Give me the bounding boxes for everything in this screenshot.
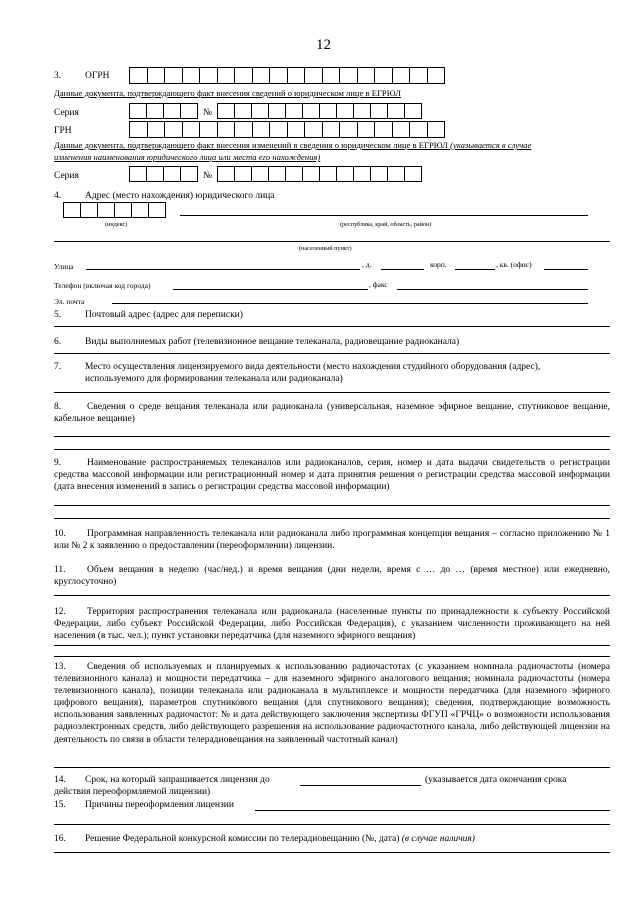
s12-paragraph [54, 606, 610, 642]
s11-text: Объем вещания в неделю (час/нед.) и время вещания (дни недели, время с … до … (время местное) или ежедневно, круглосуточно) [54, 565, 610, 588]
fax-label: , факс [369, 280, 388, 289]
s5-number: 5. [54, 310, 62, 320]
ogrn-label: ОГРН [85, 71, 110, 81]
s15-number: 15. [54, 800, 66, 810]
s5-line[interactable] [54, 326, 610, 327]
house-label: , д. [362, 260, 372, 269]
s5-text: Почтовый адрес (адрес для переписки) [85, 310, 243, 320]
s4-title: Адрес (место нахождения) юридического лица [85, 191, 275, 201]
s12-line-1[interactable] [54, 645, 610, 646]
s10-paragraph [54, 528, 610, 552]
s8-number: 8. [54, 402, 62, 412]
change-doc-label-cont: изменения наименования юридического лица или места его нахождения) [54, 152, 321, 162]
settlement-line[interactable] [54, 241, 610, 242]
s15-line-1[interactable] [255, 810, 610, 811]
s6-text: Виды выполняемых работ (телевизионное вещание телеканала, радиовещание радиоканала) [85, 337, 460, 347]
series-cells[interactable] [129, 103, 197, 119]
s9-number: 9. [54, 458, 62, 468]
house-line[interactable] [381, 269, 424, 270]
s8-line-2[interactable] [54, 449, 610, 450]
s8-paragraph [54, 401, 610, 425]
apt-line[interactable] [544, 269, 588, 270]
s3-number: 3. [54, 71, 62, 81]
series-label: Серия [54, 108, 79, 118]
s16-label [85, 833, 475, 845]
series2-cells[interactable] [129, 166, 197, 182]
s11-number: 11. [54, 565, 66, 575]
street-label: Улица [54, 262, 74, 271]
s8-text: Сведения о среде вещания телеканала или радиоканала (универсальная, наземное эфирное вещание, спутниковое вещание, кабельное вещание) [54, 402, 610, 425]
email-line[interactable] [112, 303, 588, 304]
s13-paragraph [54, 661, 610, 746]
s13-text: Сведения об используемых и планируемых к использованию радиочастотах (с указанием номинала радиочастоты (номера телевизионного канала) и мощности передатчика – для наземного эфирного аналогового вещания; номинала радиочастоты (номера телевизионного канала), позиции телеканала или радиоканала в мультиплексе и мощности передатчика (для наземного эфирного цифрового вещания), параметров спутникового вещания (для спутникового вещания); сведения, подтверждающие возможность использования заявленных радиочастот: № и дата действующего заключения экспертизы ФГУП «ГРЧЦ» о возможности использования радиоэлектронных средств, либо действующего разрешения на использование радиочастотного канала, либо действующей лицензии на деятельность по связи в области телерадиовещания на заявленный частотный канал) [54, 662, 610, 745]
s14-number: 14. [54, 775, 66, 785]
number-cells[interactable] [217, 103, 421, 119]
building-label: корп. [430, 260, 447, 269]
series2-label: Серия [54, 171, 79, 181]
s12-number: 12. [54, 607, 66, 617]
settlement-caption: (населенный пункт) [299, 245, 352, 252]
s14-text-a: Срок, на который запрашивается лицензия до [85, 775, 270, 785]
phone-line[interactable] [173, 289, 368, 290]
ogrn-cells[interactable] [129, 67, 444, 84]
s7-line2: используемого для формирования телеканала или радиоканала) [85, 374, 343, 384]
s14-text-b: (указывается дата окончания срока [425, 775, 567, 785]
s12-text: Территория распространения телеканала или радиоканала (населенные пункты по принадлежности к субъекту Российской Федерации, либо субъект Российской Федерации, либо Российская Федерация), с указанием численности проживающего на ней населения (в тыс. чел.); пункт установки передатчика (для наземного эфирного вещания) [54, 607, 610, 642]
s7-number: 7. [54, 362, 62, 372]
s13-line[interactable] [54, 767, 610, 768]
apt-label: , кв. (офис) [496, 260, 532, 269]
s9-text: Наименование распространяемых телеканалов или радиоканалов, серия, номер и дата выдачи свидетельств о регистрации средства массовой информации или регистрационный номер и дата принятия решения о регистрации средства массовой информации (дата внесения изменений в запись о регистрации средства массовой информации) [54, 458, 610, 493]
s6-number: 6. [54, 337, 62, 347]
region-line[interactable] [180, 215, 588, 216]
number2-sign: № [203, 171, 213, 181]
s7-line1: Место осуществления лицензируемого вида деятельности (место нахождения студийного оборудования (адрес), [85, 362, 541, 372]
egrul-doc-label: Данные документа, подтверждающего факт внесения сведений о юридическом лице в ЕГРЮЛ [54, 88, 401, 98]
s15-line-2[interactable] [54, 824, 610, 825]
fax-line[interactable] [397, 289, 588, 290]
s11-line[interactable] [54, 595, 610, 596]
s14-date-line[interactable] [300, 785, 421, 786]
s8-line-1[interactable] [54, 436, 610, 437]
number2-cells[interactable] [217, 166, 421, 182]
index-cells[interactable] [63, 202, 165, 218]
phone-label: Телефон (включая код города) [54, 281, 151, 290]
email-label: Эл. почта [54, 297, 85, 306]
s16-note: (в случае наличия) [401, 834, 475, 844]
s16-line[interactable] [54, 852, 610, 853]
street-line[interactable] [86, 269, 360, 270]
region-caption: (республика, край, область, район) [340, 221, 432, 228]
s13-number: 13. [54, 662, 66, 672]
s7-line[interactable] [54, 392, 610, 393]
s10-text: Программная направленность телеканала или радиоканала либо программная концепция вещания – согласно приложению № 1 или № 2 к заявлению о предоставлении (переоформлении) лицензии. [54, 529, 610, 552]
s4-number: 4. [54, 191, 62, 201]
s14-text-c: действия переоформляемой лицензии) [54, 787, 211, 797]
s9-line-2[interactable] [54, 518, 610, 519]
grn-label: ГРН [54, 126, 72, 136]
index-caption: (индекс) [105, 221, 128, 228]
change-doc-label: Данные документа, подтверждающего факт внесения изменений в сведения о юридическом лице в ЕГРЮЛ (указывается в случае [54, 140, 532, 150]
s16-text: Решение Федеральной конкурсной комиссии по телерадиовещанию (№, дата) [85, 834, 400, 844]
s10-number: 10. [54, 529, 66, 539]
s9-line-1[interactable] [54, 505, 610, 506]
s15-text: Причины переоформления лицензии [85, 800, 234, 810]
number-sign: № [203, 108, 213, 118]
s9-paragraph [54, 457, 610, 493]
s11-paragraph [54, 564, 610, 588]
grn-cells[interactable] [129, 121, 444, 138]
s16-number: 16. [54, 834, 66, 844]
s12-line-2[interactable] [54, 656, 610, 657]
building-line[interactable] [455, 269, 495, 270]
s6-line[interactable] [54, 353, 610, 354]
page-number: 12 [316, 37, 331, 53]
